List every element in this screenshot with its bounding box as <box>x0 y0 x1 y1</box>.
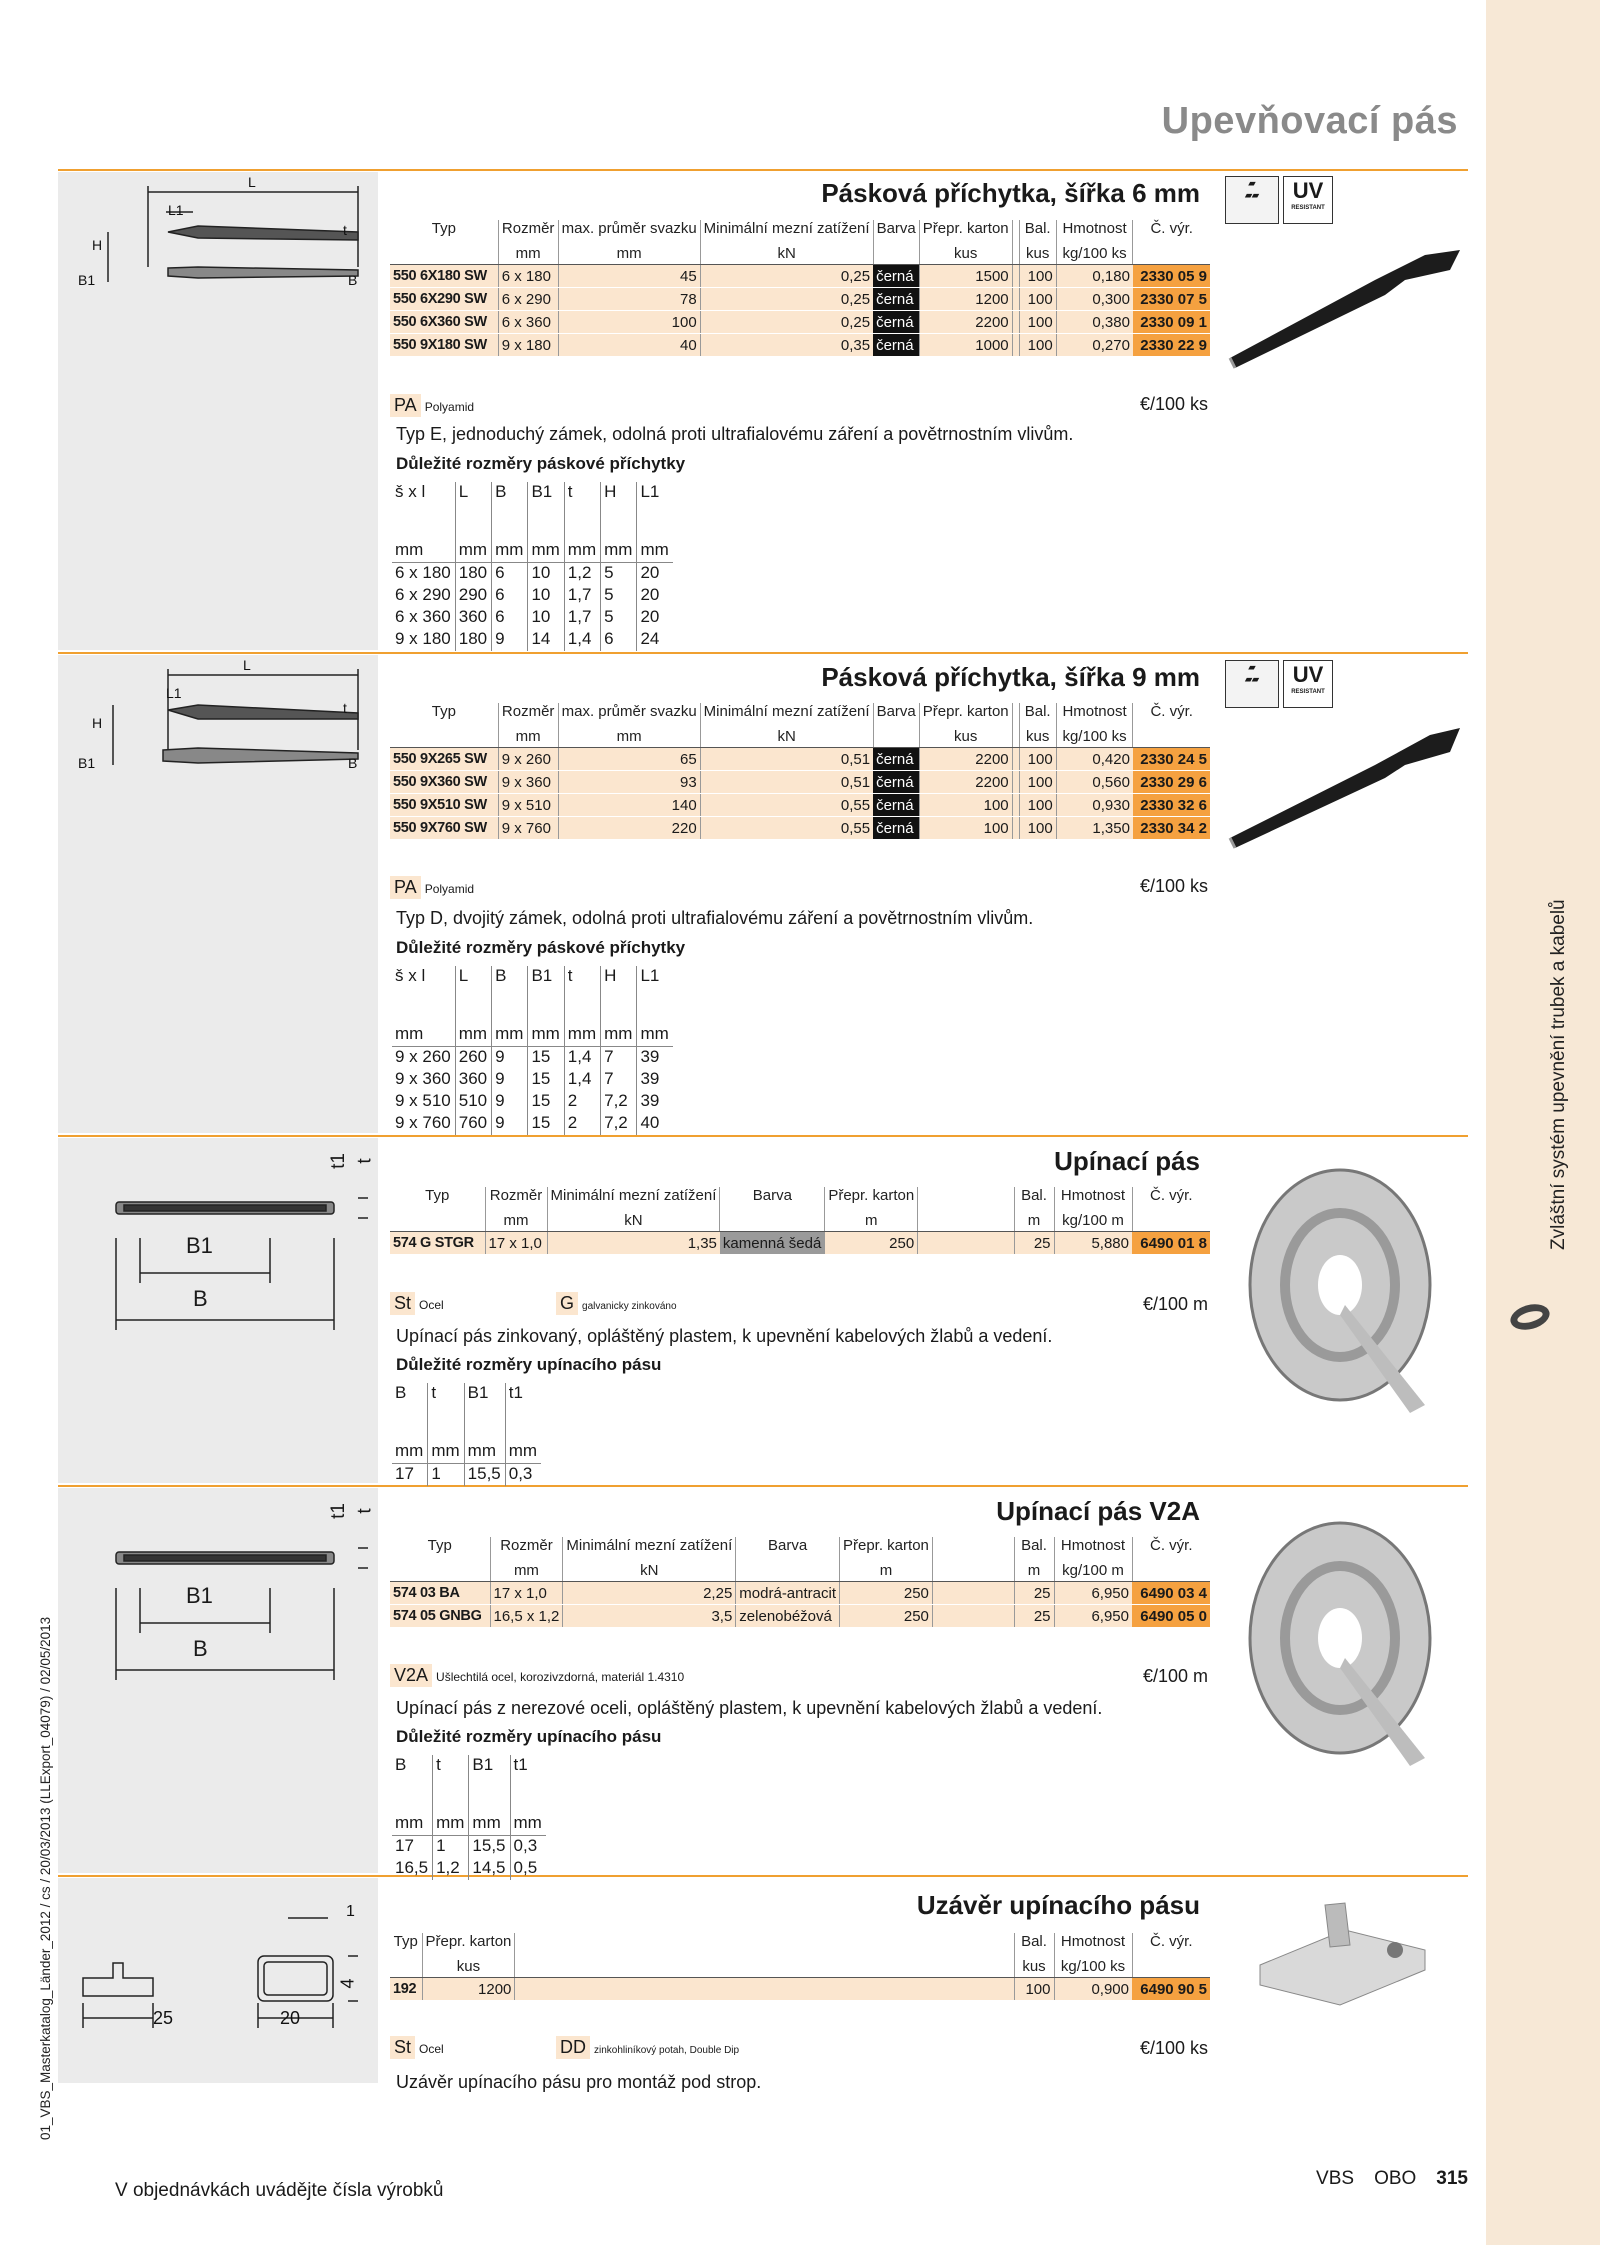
print-meta: 01_VBS_Masterkatalog_Länder_2012 / cs / 20/03/2013 (LLExport_04079) / 02/05/2013 <box>38 1616 53 2140</box>
dim-label: t1 <box>327 1503 349 1519</box>
dim-label: t <box>343 700 347 716</box>
price-unit: €/100 m <box>1142 1294 1208 1314</box>
section-title: Upínací pás V2A <box>996 1496 1200 1526</box>
product-note: Typ E, jednoduchý zámek, odolná proti ultrafialovému záření a povětrnostním vlivům. <box>396 424 1074 444</box>
dim-label: B <box>193 1286 208 1311</box>
product-photo <box>1245 1518 1435 1768</box>
sidebar-band <box>1486 0 1600 2245</box>
table-row: 574 05 GNBG 16,5 x 1,2 3,5 zelenobéžová 250 25 6,950 6490 05 0 <box>390 1605 1210 1628</box>
product-table: Typ Rozměr Minimální mezní zatížení Barva Přepr. karton Bal. Hmotnost Č. výr. mm kN m m kg/100 m 574 G STGR 17 x 1,0 1,35 kamenná šedá 250 25 5,880 6490 01 8 <box>390 1187 1210 1255</box>
dim-title: Důležité rozměry upínacího pásu <box>396 1355 662 1374</box>
page-title: Upevňovací pás <box>1161 100 1458 142</box>
dim-label: L <box>248 174 256 190</box>
uv-resistant-icon: UV RESISTANT <box>1283 660 1333 708</box>
product-table: Typ Rozměr Minimální mezní zatížení Barva Přepr. karton Bal. Hmotnost Č. výr. mm kN m m kg/100 m 574 03 BA 17 x 1,0 2,25 modrá-antracit 250 25 6,950 6490 03 4 574 05 GNBG 16,5 x 1,2 3,5 zelenobéžová 250 25 6,950 6490 05 0 <box>390 1537 1210 1628</box>
product-table: Typ Přepr. karton Bal. Hmotnost Č. výr. kus kus kg/100 ks 192 1200 100 0,900 6490 90 5 <box>390 1933 1210 2001</box>
footer-brand: VBS OBO 315 <box>1316 2168 1468 2189</box>
material-info: PA Polyamid <box>390 876 474 899</box>
dim-label: 1 <box>346 1903 355 1920</box>
table-row: 550 9X760 SW 9 x 760 220 0,55 černá 100 100 1,350 2330 34 2 <box>390 817 1210 840</box>
table-row: 192 1200 100 0,900 6490 90 5 <box>390 1978 1210 2001</box>
dim-label: 4 <box>337 1978 358 1989</box>
technical-drawing <box>58 1138 378 1483</box>
section-separator <box>58 652 1468 654</box>
material-info: DD zinkohliníkový potah, Double Dip <box>556 2036 739 2059</box>
halogen-free-icon: ▰ ▰▰ <box>1225 660 1279 708</box>
product-photo <box>1225 720 1465 850</box>
dim-label: H <box>92 715 103 731</box>
section-separator <box>58 1485 1468 1487</box>
section-separator <box>58 169 1468 171</box>
price-unit: €/100 ks <box>1139 394 1208 414</box>
product-table: Typ Rozměr max. průměr svazku Minimální mezní zatížení Barva Přepr. karton Bal. Hmotnost Č. výr. mm mm kN kus kus kg/100 ks 550 6X180 SW 6 x 180 45 0,25 černá 1500 100 0,180 2330 05 9 550 6X290 SW 6 x 290 78 0,25 černá 1200 100 0,300 2330 07 5 550 6X360 SW 6 x 360 100 0,25 černá 2200 100 0,380 2330 09 1 550 9X180 SW 9 x 180 40 0,35 černá 1000 100 0,270 2330 22 9 <box>390 220 1210 357</box>
table-row: 550 6X290 SW 6 x 290 78 0,25 černá 1200 100 0,300 2330 07 5 <box>390 288 1210 311</box>
dim-title: Důležité rozměry páskové příchytky <box>396 938 686 957</box>
table-row: 550 9X180 SW 9 x 180 40 0,35 černá 1000 100 0,270 2330 22 9 <box>390 334 1210 357</box>
dim-label: B <box>193 1636 208 1661</box>
dim-label: B1 <box>186 1233 213 1258</box>
product-photo <box>1225 240 1465 370</box>
dimension-table: š x l L B B1 t H L1 mm mm mm mm mm mm mm 6 x 180 180 6 10 1,2 5 20 6 x 290 290 6 10 1,7 5 20 6 x 360 360 6 10 1,7 5 20 9 x 180 180 9 14 1,4 6 24 <box>392 482 673 651</box>
dimension-table: B t B1 t1 mm mm mm mm 17 1 15,5 0,3 <box>392 1383 541 1486</box>
section-title: Uzávěr upínacího pásu <box>916 1890 1200 1920</box>
product-note: Uzávěr upínacího pásu pro montáž pod strop. <box>396 2072 762 2092</box>
dimension-table: š x l L B B1 t H L1 mm mm mm mm mm mm mm 9 x 260 260 9 15 1,4 7 39 9 x 360 360 9 15 1,4 7 39 9 x 510 510 9 15 2 7,2 39 9 x 760 760 9 15 2 7,2 40 <box>392 966 673 1135</box>
dim-label: t <box>343 222 347 238</box>
dim-label: B1 <box>78 755 96 771</box>
dim-label: B1 <box>186 1583 213 1608</box>
price-unit: €/100 m <box>1142 1666 1208 1686</box>
dim-label: B <box>348 755 358 771</box>
dim-label: L1 <box>168 202 184 218</box>
dim-title: Důležité rozměry páskové příchytky <box>396 454 686 473</box>
product-note: Upínací pás zinkovaný, opláštěný plastem, k upevnění kabelových žlabů a vedení. <box>396 1326 1053 1346</box>
material-info: V2A Ušlechtilá ocel, korozivzdorná, materiál 1.4310 <box>390 1664 684 1687</box>
table-row: 550 9X360 SW 9 x 360 93 0,51 černá 2200 100 0,560 2330 29 6 <box>390 771 1210 794</box>
technical-drawing <box>58 1488 378 1873</box>
dim-label: H <box>92 237 103 253</box>
dim-label: L1 <box>166 685 182 701</box>
sidebar-text: Zvláštní systém upevnění trubek a kabelů <box>1548 899 1569 1250</box>
dim-label: B <box>348 272 358 288</box>
table-row: 550 6X360 SW 6 x 360 100 0,25 černá 2200 100 0,380 2330 09 1 <box>390 311 1210 334</box>
dim-label: L <box>243 657 251 673</box>
product-note: Typ D, dvojitý zámek, odolná proti ultrafialovému záření a povětrnostním vlivům. <box>396 908 1034 928</box>
material-info: St Ocel <box>390 1292 444 1315</box>
section-title: Pásková příchytka, šířka 9 mm <box>821 662 1200 692</box>
price-unit: €/100 ks <box>1139 2038 1208 2058</box>
material-info: PA Polyamid <box>390 394 474 417</box>
material-info: St Ocel <box>390 2036 444 2059</box>
technical-drawing <box>58 1878 378 2083</box>
product-note: Upínací pás z nerezové oceli, opláštěný plastem, k upevnění kabelových žlabů a vedení. <box>396 1698 1103 1718</box>
material-info: G galvanicky zinkováno <box>556 1292 677 1315</box>
table-row: 550 6X180 SW 6 x 180 45 0,25 černá 1500 100 0,180 2330 05 9 <box>390 265 1210 288</box>
section-title: Pásková příchytka, šířka 6 mm <box>821 178 1200 208</box>
dim-label: t1 <box>327 1153 349 1169</box>
technical-drawing <box>58 172 378 650</box>
dim-label: t <box>354 1508 376 1514</box>
dim-title: Důležité rozměry upínacího pásu <box>396 1727 662 1746</box>
dim-label: t <box>354 1158 376 1164</box>
section-separator <box>58 1875 1468 1877</box>
price-unit: €/100 ks <box>1139 876 1208 896</box>
dim-label: B1 <box>78 272 96 288</box>
halogen-free-icon: ▰ ▰▰ <box>1225 176 1279 224</box>
dim-label: 25 <box>153 2008 174 2028</box>
product-photo <box>1245 1165 1435 1415</box>
table-row: 550 9X265 SW 9 x 260 65 0,51 černá 2200 100 0,420 2330 24 5 <box>390 748 1210 771</box>
dimension-table: B t B1 t1 mm mm mm mm 17 1 15,5 0,3 16,5 1,2 14,5 0,5 <box>392 1755 546 1880</box>
uv-resistant-icon: UV RESISTANT <box>1283 176 1333 224</box>
table-row: 550 9X510 SW 9 x 510 140 0,55 černá 100 100 0,930 2330 32 6 <box>390 794 1210 817</box>
product-table: Typ Rozměr max. průměr svazku Minimální mezní zatížení Barva Přepr. karton Bal. Hmotnost Č. výr. mm mm kN kus kus kg/100 ks 550 9X265 SW 9 x 260 65 0,51 černá 2200 100 0,420 2330 24 5 550 9X360 SW 9 x 360 93 0,51 černá 2200 100 0,560 2330 29 6 550 9X510 SW 9 x 510 140 0,55 černá 100 100 0,930 2330 32 6 550 9X760 SW 9 x 760 220 0,55 černá 100 100 1,350 2330 34 2 <box>390 703 1210 840</box>
dim-label: 20 <box>280 2008 301 2028</box>
product-photo <box>1255 1895 1445 2015</box>
section-title: Upínací pás <box>1054 1146 1200 1176</box>
table-row: 574 G STGR 17 x 1,0 1,35 kamenná šedá 250 25 5,880 6490 01 8 <box>390 1232 1210 1255</box>
footer-note: V objednávkách uvádějte čísla výrobků <box>115 2180 444 2201</box>
technical-drawing <box>58 655 378 1133</box>
section-separator <box>58 1135 1468 1137</box>
table-row: 574 03 BA 17 x 1,0 2,25 modrá-antracit 250 25 6,950 6490 03 4 <box>390 1582 1210 1605</box>
